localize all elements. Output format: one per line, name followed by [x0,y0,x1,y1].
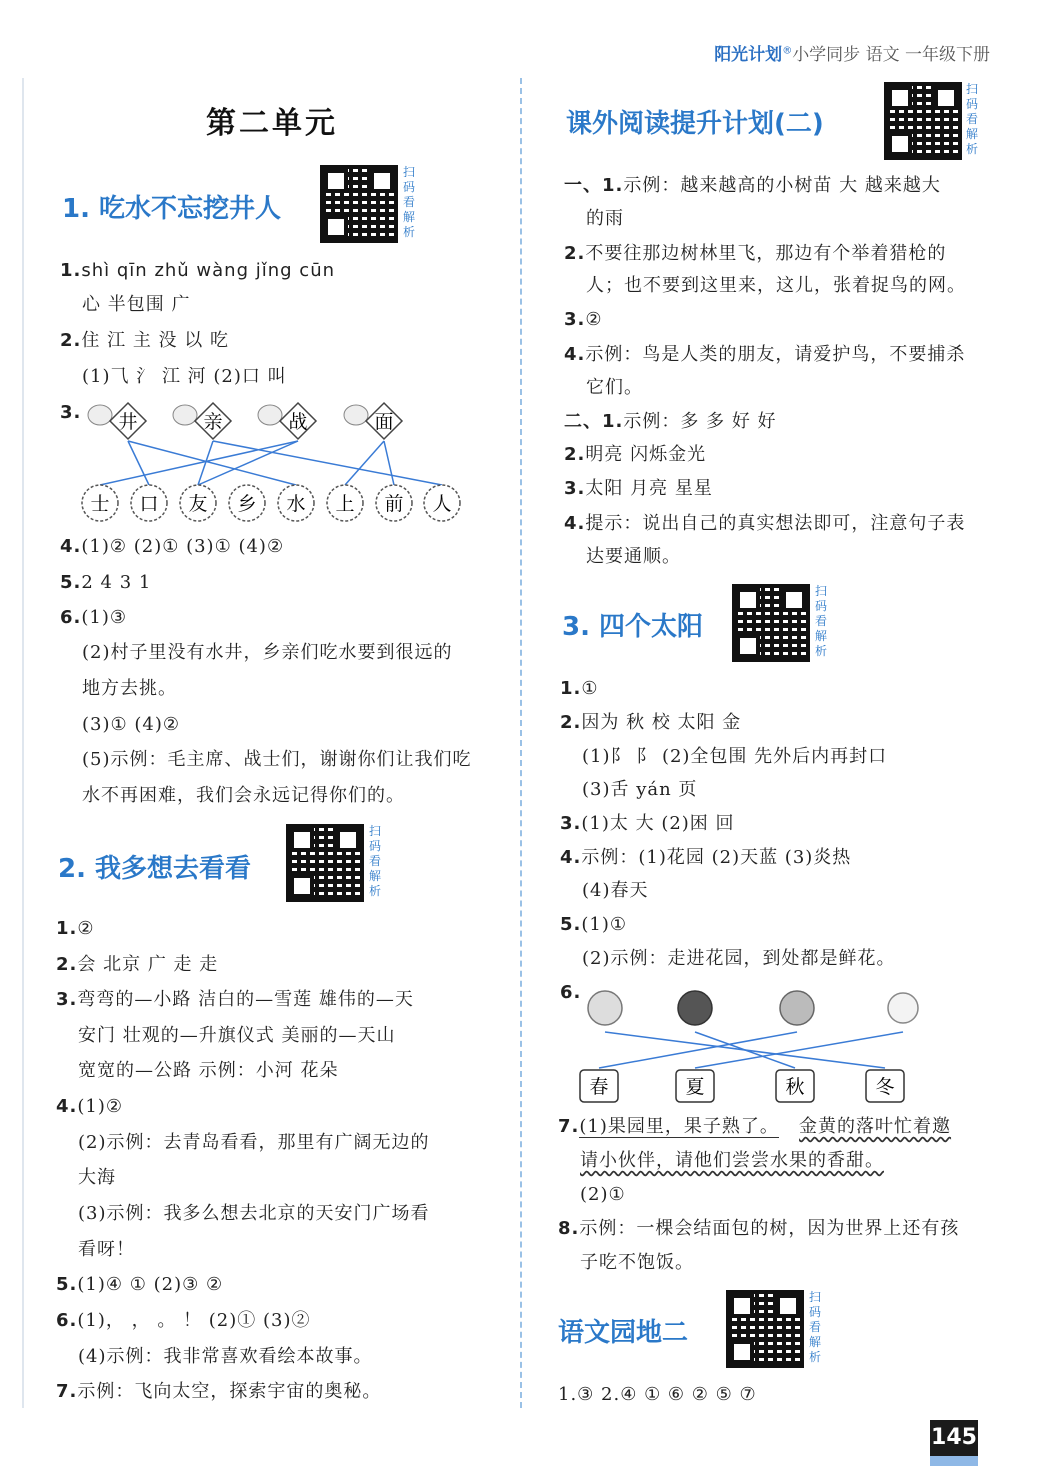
top-char-diamond [173,403,231,439]
q8-line-1 [558,1216,959,1242]
bottom-char-circle [376,485,412,521]
question-number: 2. [564,444,586,465]
answer-line [82,712,180,738]
answer-text: 水不再困难，我们会永远记得你们的。 [82,785,405,806]
answer-text: (1)⻖ 阝 (2)全包围 先外后内再封口 [582,746,888,767]
answer-text: (3)① (4)② [82,714,180,735]
season-label: 冬 [875,1076,895,1098]
answer-text: (1)太 大 (2)困 回 [581,813,735,834]
answer-text: 示例：多 多 好 好 [623,411,777,432]
bottom-char-circle [229,485,265,521]
bottom-char-label: 乡 [237,493,257,515]
answer-line [560,845,851,871]
answer-text: 住 江 主 没 以 吃 [81,330,229,351]
qr-code-5[interactable] [726,1290,804,1368]
answer-line [564,511,965,537]
answer-line [564,173,941,199]
question-number: 3. [56,989,78,1010]
left-margin-rule [22,78,24,1408]
answer-text: 太阳 月亮 星星 [585,478,713,499]
answer-line [560,676,599,702]
section-title-reading: 课外阅读提升计划(二) [566,109,824,139]
answer-text: 达要通顺。 [586,546,681,567]
question-number: 6. [56,1310,78,1331]
bottom-char-circle [82,485,118,521]
q8-line-2: 子吃不饱饭。 [580,1252,694,1273]
answer-line [78,1201,430,1227]
q7-line-2 [580,1148,884,1174]
answer-text: 看呀！ [78,1239,135,1260]
bottom-char-label: 前 [384,493,404,515]
season-label: 春 [589,1076,609,1098]
answer-line [564,442,706,468]
answer-text: (1)① [581,914,628,935]
answer-text: (1)③ [81,607,128,628]
answer-line [56,987,414,1013]
top-char-diamond [344,403,402,439]
sun-season-diagram [575,980,920,1110]
answer-line [564,409,777,435]
top-char-diamond [88,403,146,439]
answer-line [78,1344,373,1370]
unit-title: 第二单元 [206,106,338,141]
section-title-2: 2. 我多想去看看 [58,854,252,884]
question-number: 5. [56,1274,78,1295]
answer-text: 不要往那边树林里飞，那边有个举着猎枪的 [585,243,947,264]
answer-line [56,952,218,978]
answer-line [82,640,453,666]
answer-line [60,605,127,631]
answer-text: (1)， ， 。 ！ (2)① (3)② [77,1310,311,1331]
section-title-1: 1. 吃水不忘挖井人 [62,194,282,224]
question-number: 4. [564,513,586,534]
answer-text: (3)示例：我多么想去北京的天安门广场看 [78,1203,430,1224]
bottom-char-circle [278,485,314,521]
answer-text: 大海 [78,1167,116,1188]
answer-line [582,878,649,904]
qr-code-3[interactable] [884,82,962,160]
question-number: 7. [56,1381,78,1402]
answer-line [582,744,887,770]
answer-text: 示例：飞向太空，探索宇宙的奥秘。 [77,1381,382,1402]
match-line [384,441,394,485]
season-box [866,1070,904,1102]
question-number: 1. [60,260,82,281]
page-number-strip [930,1456,978,1466]
question-number: 2. [60,330,82,351]
q7-line-1 [558,1114,951,1140]
q7-wavy-1: 金黄的落叶忙着邀 [799,1116,952,1137]
question-number: 6. [560,982,582,1003]
answer-text: 宽宽的—公路 示例：小河 花朵 [78,1060,339,1081]
season-box [580,1070,618,1102]
question-number: 3. [60,402,82,423]
answer-line [78,1058,338,1084]
scan-label-3: 扫码看解析 [966,82,979,156]
answer-line [586,273,966,299]
answer-line [78,1165,116,1191]
question-number: 3. [564,478,586,499]
answer-text: 安门 壮观的—升旗仪式 美丽的—天山 [78,1025,396,1046]
answer-line [56,1379,381,1405]
q8-number: 8. [558,1218,580,1239]
question-number: 4. [60,536,82,557]
question-number: 2. [564,243,586,264]
answer-line [78,1023,395,1049]
season-box [676,1070,714,1102]
answer-text: 人；也不要到这里来，这儿，张着捉鸟的网。 [586,275,966,296]
top-char-diamond [258,403,316,439]
answer-line [560,811,735,837]
answer-line [564,342,965,368]
bottom-char-label: 口 [139,493,159,515]
top-char-label: 战 [288,411,308,433]
answer-line [586,375,643,401]
top-char-label: 井 [118,411,138,433]
answer-line [564,241,946,267]
answer-text: 的雨 [586,208,624,229]
q7-phrase: (1)果园里，果子熟了。 [579,1116,779,1137]
answer-text: 2 4 3 1 [81,572,152,593]
book-info: 小学同步 语文 一年级下册 [792,45,990,65]
answer-line [564,307,603,333]
answer-line [60,328,229,354]
question-number: 4. [564,344,586,365]
sun-links [599,1032,903,1068]
scan-label-4: 扫码看解析 [815,584,828,658]
answer-text: 会 北京 广 走 走 [77,954,219,975]
bottom-char-label: 人 [432,493,452,515]
answer-text: ② [585,309,603,330]
question-number: 3. [564,309,586,330]
section-4-answer: 1.③ 2.④ ① ⑥ ② ⑤ ⑦ [558,1384,757,1405]
answer-line [586,206,624,232]
answer-text: 提示：说出自己的真实想法即可，注意句子表 [585,513,966,534]
answer-line [560,710,741,736]
answer-line [60,534,284,560]
question-number: 5. [60,572,82,593]
answer-line [586,544,681,570]
scan-label-5: 扫码看解析 [809,1290,822,1364]
bottom-char-label: 上 [335,493,355,515]
answer-text: shì qīn zhǔ wàng jǐng cūn [81,260,336,281]
answer-line [582,946,896,972]
q7-line-3: (2)① [580,1184,626,1205]
season-label: 秋 [785,1076,805,1098]
top-char-label: 面 [374,411,394,433]
answer-text: (1)⺄ 氵 江 河 (2)口 叫 [82,366,287,387]
question-number: 6. [60,607,82,628]
question-number: 2. [560,712,582,733]
answer-text: 它们。 [586,377,643,398]
question-number: 1. [560,678,582,699]
qr-code-1[interactable] [320,165,398,243]
answer-text: 地方去挑。 [82,678,177,699]
answer-text: 示例：(1)花园 (2)天蓝 (3)炎热 [581,847,852,868]
answer-line [564,476,713,502]
scan-label-2: 扫码看解析 [369,824,382,898]
answer-text: 示例：越来越高的小树苗 大 越来越大 [623,175,941,196]
q7-number: 7. [558,1116,580,1137]
answer-text: (3)舌 yán 页 [582,779,698,800]
char-matching-diagram [60,395,500,525]
question-number: 二、1. [564,411,624,432]
sun-icons [588,991,918,1025]
answer-line [82,783,405,809]
season-label: 夏 [685,1076,705,1098]
answer-text: (1)② (2)① (3)① (4)② [81,536,285,557]
bottom-char-circle [424,485,460,521]
question-number: 1. [56,918,78,939]
page-number: 145 [930,1420,978,1456]
answer-text: (2)村子里没有水井，乡亲们吃水要到很远的 [82,642,453,663]
page-header [714,40,990,65]
registered-mark: ® [782,45,793,57]
answer-text: (2)示例：去青岛看看，那里有广阔无边的 [78,1132,430,1153]
answer-line [560,912,627,938]
answer-line [60,258,335,284]
question-number: 4. [560,847,582,868]
answer-line [582,777,697,803]
season-box [776,1070,814,1102]
column-divider [520,78,522,1408]
answer-text: 心 半包围 广 [82,294,191,315]
answer-text: (4)春天 [582,880,649,901]
top-char-label: 亲 [203,411,223,433]
question-number: 5. [560,914,582,935]
sun-icon [888,993,918,1023]
bottom-char-circle [180,485,216,521]
answer-line [82,292,190,318]
answer-text: 因为 秋 校 太阳 金 [581,712,742,733]
answer-line [82,364,287,390]
sun-icon [588,991,622,1025]
sun-icon [780,991,814,1025]
answer-text: 弯弯的—小路 洁白的—雪莲 雄伟的—天 [77,989,414,1010]
answer-line [56,916,95,942]
answer-line [56,1308,310,1334]
match-line [345,441,384,485]
question-number: 一、1. [564,175,624,196]
answer-line [78,1130,430,1156]
brand-name: 阳光计划 [714,45,783,65]
qr-code-2[interactable] [286,824,364,902]
section-title-4: 语文园地二 [558,1318,689,1348]
scan-label-1: 扫码看解析 [403,165,416,239]
answer-text: (4)示例：我非常喜欢看绘本故事。 [78,1346,373,1367]
q7-wavy-2: 请小伙伴，请他们尝尝水果的香甜。 [580,1150,884,1171]
bottom-char-label: 士 [90,493,110,515]
answer-line [60,570,151,596]
answer-line [56,1272,223,1298]
question-number: 2. [56,954,78,975]
answer-text: (1)④ ① (2)③ ② [77,1274,224,1295]
answer-text: 明亮 闪烁金光 [585,444,707,465]
bottom-char-circle [131,485,167,521]
question-number: 3. [560,813,582,834]
bottom-char-label: 友 [188,493,208,515]
answer-line [82,747,472,773]
answer-text: 示例：鸟是人类的朋友，请爱护鸟，不要捕杀 [585,344,966,365]
bottom-char-label: 水 [286,493,306,515]
answer-line [56,1094,123,1120]
answer-text: ② [77,918,95,939]
answer-text: (1)② [77,1096,124,1117]
answer-text: (5)示例：毛主席、战士们，谢谢你们让我们吃 [82,749,472,770]
q8-text: 示例：一棵会结面包的树，因为世界上还有孩 [579,1218,960,1239]
qr-code-4[interactable] [732,584,810,662]
section-title-3: 3. 四个太阳 [562,612,704,642]
answer-text: ① [581,678,599,699]
answer-line [78,1237,135,1263]
answer-line [82,676,177,702]
question-number: 4. [56,1096,78,1117]
bottom-char-circle [327,485,363,521]
answer-text: (2)示例：走进花园，到处都是鲜花。 [582,948,896,969]
sun-icon [678,991,712,1025]
